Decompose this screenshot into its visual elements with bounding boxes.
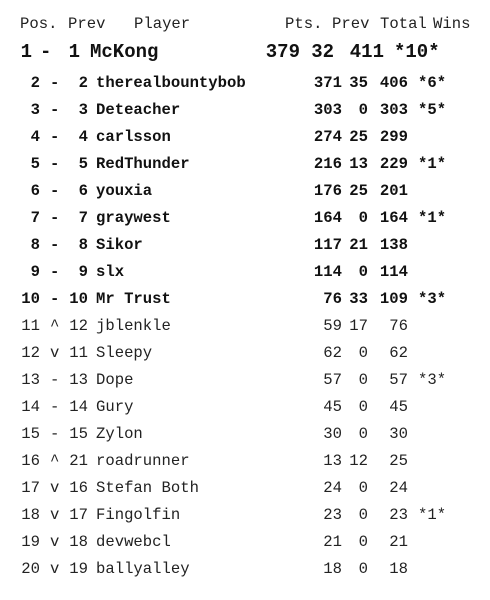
header-wins: Wins <box>433 15 471 33</box>
row-total: 18 <box>389 560 408 578</box>
row-trend-indicator: ^ <box>50 452 60 470</box>
row-total: 24 <box>389 479 408 497</box>
row-player-name: Sikor <box>96 236 143 254</box>
table-row <box>0 505 490 527</box>
row-previous-position: 13 <box>69 371 88 389</box>
row-player-name: ballyalley <box>96 560 190 578</box>
row-trend-indicator: - <box>50 101 60 119</box>
row-points: 379 <box>265 41 300 63</box>
header-prev: Prev <box>68 15 106 33</box>
row-points: 164 <box>313 209 342 227</box>
row-points: 24 <box>323 479 342 497</box>
row-previous-position: 7 <box>78 209 88 227</box>
row-previous-position: 4 <box>78 128 88 146</box>
row-total: 21 <box>389 533 408 551</box>
row-points: 57 <box>323 371 342 389</box>
row-position: 4 <box>30 128 40 146</box>
row-position: 2 <box>30 74 40 92</box>
header-total: Total <box>380 15 427 33</box>
row-previous-points: 0 <box>358 560 368 578</box>
row-player-name: Fingolfin <box>96 506 181 524</box>
row-player-name: youxia <box>96 182 153 200</box>
row-previous-position: 18 <box>69 533 88 551</box>
row-previous-points: 0 <box>358 101 368 119</box>
table-row <box>0 424 490 446</box>
row-wins: *10* <box>394 41 440 63</box>
row-total: 406 <box>379 74 408 92</box>
row-previous-position: 1 <box>68 41 80 63</box>
row-trend-indicator: - <box>40 41 52 63</box>
row-trend-indicator: - <box>50 182 60 200</box>
row-previous-points: 0 <box>358 263 368 281</box>
row-trend-indicator: v <box>50 506 60 524</box>
row-total: 109 <box>379 290 408 308</box>
header-prev-points: Prev <box>332 15 370 33</box>
row-previous-position: 2 <box>78 74 88 92</box>
row-position: 17 <box>21 479 40 497</box>
row-previous-position: 19 <box>69 560 88 578</box>
row-player-name: Sleepy <box>96 344 153 362</box>
row-wins: *1* <box>418 506 447 524</box>
row-total: 30 <box>389 425 408 443</box>
row-previous-points: 17 <box>349 317 368 335</box>
table-row <box>0 127 490 149</box>
row-total: 299 <box>379 128 408 146</box>
row-previous-points: 25 <box>349 182 368 200</box>
row-previous-position: 9 <box>78 263 88 281</box>
row-previous-points: 25 <box>349 128 368 146</box>
row-total: 25 <box>389 452 408 470</box>
row-previous-position: 12 <box>69 317 88 335</box>
row-points: 371 <box>313 74 342 92</box>
row-position: 3 <box>30 101 40 119</box>
row-position: 5 <box>30 155 40 173</box>
row-previous-position: 6 <box>78 182 88 200</box>
row-previous-position: 14 <box>69 398 88 416</box>
row-points: 216 <box>313 155 342 173</box>
row-trend-indicator: - <box>50 425 60 443</box>
row-points: 117 <box>313 236 342 254</box>
row-player-name: jblenkle <box>96 317 171 335</box>
row-previous-points: 0 <box>358 209 368 227</box>
row-position: 9 <box>30 263 40 281</box>
row-previous-position: 21 <box>69 452 88 470</box>
row-player-name: RedThunder <box>96 155 190 173</box>
row-wins: *1* <box>418 155 447 173</box>
row-position: 10 <box>21 290 40 308</box>
row-trend-indicator: - <box>50 209 60 227</box>
row-player-name: Deteacher <box>96 101 181 119</box>
row-total: 164 <box>379 209 408 227</box>
row-position: 16 <box>21 452 40 470</box>
row-previous-points: 0 <box>358 371 368 389</box>
table-row <box>0 73 490 95</box>
row-position: 6 <box>30 182 40 200</box>
row-player-name: Mr Trust <box>96 290 171 308</box>
leaderboard-header <box>0 14 490 34</box>
row-previous-position: 11 <box>69 344 88 362</box>
row-total: 62 <box>389 344 408 362</box>
table-row <box>0 154 490 176</box>
row-points: 13 <box>323 452 342 470</box>
row-points: 45 <box>323 398 342 416</box>
row-position: 1 <box>20 41 32 63</box>
table-row <box>0 343 490 365</box>
row-previous-position: 15 <box>69 425 88 443</box>
row-total: 411 <box>349 41 384 63</box>
row-previous-points: 13 <box>349 155 368 173</box>
row-player-name: graywest <box>96 209 171 227</box>
table-row <box>0 451 490 473</box>
table-row <box>0 181 490 203</box>
row-trend-indicator: - <box>50 128 60 146</box>
row-previous-points: 33 <box>349 290 368 308</box>
row-points: 114 <box>313 263 342 281</box>
row-position: 13 <box>21 371 40 389</box>
table-row <box>0 559 490 581</box>
row-player-name: slx <box>96 263 125 281</box>
row-total: 45 <box>389 398 408 416</box>
row-position: 12 <box>21 344 40 362</box>
row-points: 59 <box>323 317 342 335</box>
table-row <box>0 235 490 257</box>
header-player: Player <box>134 15 191 33</box>
row-wins: *3* <box>418 290 447 308</box>
row-previous-points: 0 <box>358 398 368 416</box>
row-wins: *5* <box>418 101 447 119</box>
row-player-name: roadrunner <box>96 452 190 470</box>
row-trend-indicator: v <box>50 479 60 497</box>
row-position: 14 <box>21 398 40 416</box>
row-wins: *3* <box>418 371 447 389</box>
row-player-name: McKong <box>90 41 159 63</box>
row-player-name: Stefan Both <box>96 479 199 497</box>
row-previous-points: 21 <box>349 236 368 254</box>
row-trend-indicator: - <box>50 290 60 308</box>
table-row <box>0 370 490 392</box>
table-row <box>0 262 490 284</box>
row-previous-position: 16 <box>69 479 88 497</box>
row-previous-position: 10 <box>69 290 88 308</box>
row-position: 11 <box>21 317 40 335</box>
table-row <box>0 208 490 230</box>
row-trend-indicator: v <box>50 560 60 578</box>
row-previous-position: 5 <box>78 155 88 173</box>
row-previous-points: 0 <box>358 533 368 551</box>
row-total: 114 <box>379 263 408 281</box>
row-points: 23 <box>323 506 342 524</box>
row-previous-points: 0 <box>358 425 368 443</box>
table-row <box>0 478 490 500</box>
row-previous-points: 0 <box>358 344 368 362</box>
table-row <box>0 316 490 338</box>
row-trend-indicator: - <box>50 398 60 416</box>
row-points: 18 <box>323 560 342 578</box>
row-trend-indicator: - <box>50 236 60 254</box>
table-row <box>0 40 490 62</box>
row-points: 21 <box>323 533 342 551</box>
row-position: 18 <box>21 506 40 524</box>
row-points: 76 <box>323 290 342 308</box>
table-row <box>0 532 490 554</box>
row-points: 176 <box>313 182 342 200</box>
row-points: 274 <box>313 128 342 146</box>
row-total: 303 <box>379 101 408 119</box>
row-previous-position: 8 <box>78 236 88 254</box>
row-player-name: carlsson <box>96 128 171 146</box>
row-position: 15 <box>21 425 40 443</box>
row-previous-position: 17 <box>69 506 88 524</box>
row-position: 7 <box>30 209 40 227</box>
row-previous-points: 32 <box>311 41 334 63</box>
row-total: 76 <box>389 317 408 335</box>
row-position: 19 <box>21 533 40 551</box>
row-player-name: devwebcl <box>96 533 171 551</box>
table-row <box>0 289 490 311</box>
row-player-name: Zylon <box>96 425 143 443</box>
row-trend-indicator: ^ <box>50 317 60 335</box>
header-pos: Pos. <box>20 15 58 33</box>
row-total: 23 <box>389 506 408 524</box>
row-trend-indicator: v <box>50 344 60 362</box>
row-points: 303 <box>313 101 342 119</box>
row-previous-position: 3 <box>78 101 88 119</box>
row-position: 20 <box>21 560 40 578</box>
table-row <box>0 397 490 419</box>
row-player-name: Dope <box>96 371 134 389</box>
row-total: 229 <box>379 155 408 173</box>
row-player-name: therealbountybob <box>96 74 246 92</box>
row-total: 57 <box>389 371 408 389</box>
row-total: 138 <box>379 236 408 254</box>
row-trend-indicator: - <box>50 155 60 173</box>
row-trend-indicator: - <box>50 371 60 389</box>
row-previous-points: 35 <box>349 74 368 92</box>
row-previous-points: 12 <box>349 452 368 470</box>
row-points: 30 <box>323 425 342 443</box>
row-trend-indicator: - <box>50 74 60 92</box>
row-trend-indicator: - <box>50 263 60 281</box>
row-total: 201 <box>379 182 408 200</box>
row-wins: *1* <box>418 209 447 227</box>
table-row <box>0 100 490 122</box>
row-previous-points: 0 <box>358 506 368 524</box>
row-wins: *6* <box>418 74 447 92</box>
row-trend-indicator: v <box>50 533 60 551</box>
row-points: 62 <box>323 344 342 362</box>
header-points: Pts. <box>285 15 323 33</box>
row-player-name: Gury <box>96 398 134 416</box>
row-position: 8 <box>30 236 40 254</box>
row-previous-points: 0 <box>358 479 368 497</box>
